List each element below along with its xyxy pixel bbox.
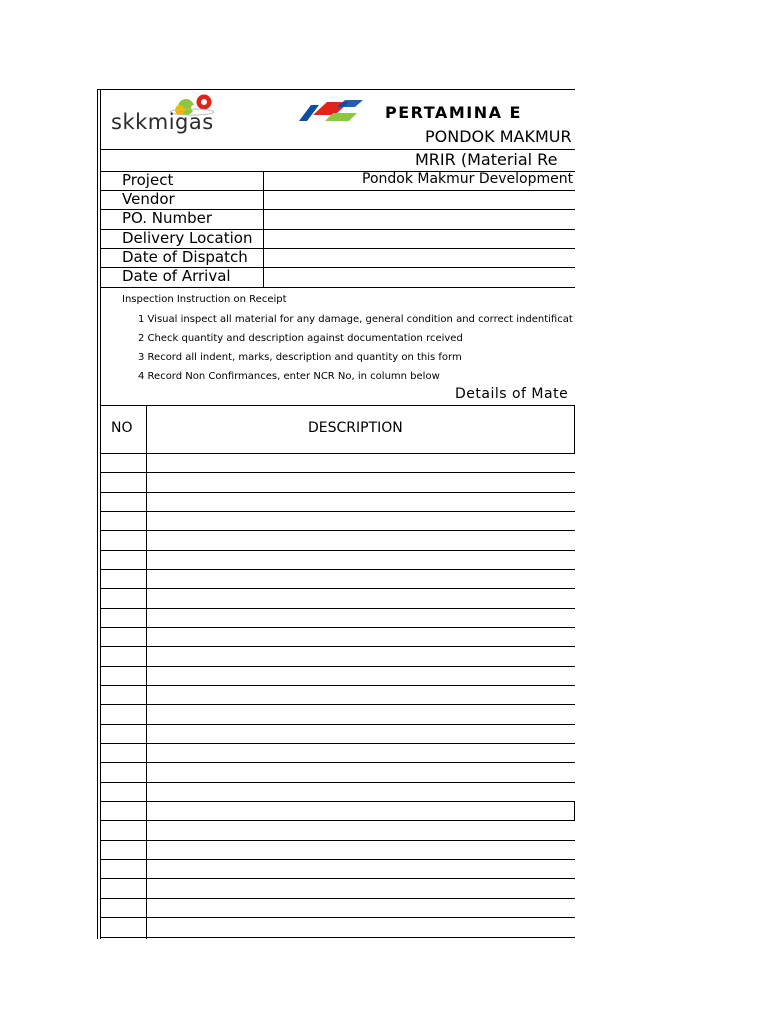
delivery-location-label: Delivery Location	[122, 229, 253, 247]
pertamina-logo-text: PERTAMINA E	[385, 103, 522, 122]
instruction-item: 4 Record Non Confirmances, enter NCR No, in column below	[138, 371, 440, 382]
table-row-rule	[100, 666, 575, 667]
table-row-rule	[100, 801, 575, 802]
table-row-rule	[100, 453, 575, 454]
pertamina-logo	[297, 97, 575, 127]
frame-left-inner-border	[100, 89, 101, 939]
skkmigas-logo-text: skkmigas	[111, 110, 214, 134]
table-row-rule	[100, 840, 575, 841]
details-heading: Details of Mate	[455, 386, 569, 402]
table-row-rule	[100, 782, 575, 783]
table-row-rule	[100, 530, 575, 531]
table-row-rule	[100, 878, 575, 879]
rule	[100, 405, 575, 406]
table-row-rule	[100, 937, 575, 938]
page-title: PONDOK MAKMUR	[425, 127, 572, 146]
frame-left-border	[97, 89, 98, 939]
table-row-rule	[100, 859, 575, 860]
project-value: Pondok Makmur Development	[362, 171, 574, 187]
pertamina-arrow-icon	[297, 99, 377, 123]
table-row-rule	[100, 762, 575, 763]
date-of-dispatch-label: Date of Dispatch	[122, 248, 248, 266]
table-row-rule	[100, 743, 575, 744]
skkmigas-logo	[111, 94, 286, 134]
table-row-rule	[100, 627, 575, 628]
table-row-rule	[100, 588, 575, 589]
frame-top-border	[97, 89, 575, 90]
table-row-rule	[100, 492, 575, 493]
table-row-rule	[100, 646, 575, 647]
table-row-rule	[100, 511, 575, 512]
table-row-rule	[100, 724, 575, 725]
rule	[574, 405, 575, 453]
vendor-label: Vendor	[122, 190, 175, 208]
table-row-rule	[100, 898, 575, 899]
instruction-item: 3 Record all indent, marks, description and quantity on this form	[138, 352, 462, 363]
table-row-rule	[100, 820, 575, 821]
table-row-rule	[100, 704, 575, 705]
table-row-rule	[100, 550, 575, 551]
rule	[263, 171, 264, 287]
rule	[574, 801, 575, 821]
table-row-rule	[100, 569, 575, 570]
table-row-rule	[100, 917, 575, 918]
po-number-label: PO. Number	[122, 209, 213, 227]
instruction-item: 2 Check quantity and description against documentation rceived	[138, 333, 463, 344]
page-subtitle: MRIR (Material Re	[415, 150, 558, 169]
table-row-rule	[100, 472, 575, 473]
column-header-no: NO	[111, 420, 133, 436]
table-row-rule	[100, 685, 575, 686]
mrir-form-sheet	[97, 89, 575, 939]
rule	[100, 149, 575, 150]
instruction-item: 1 Visual inspect all material for any damage, general condition and correct indentificat	[138, 314, 573, 325]
column-header-description: DESCRIPTION	[308, 420, 403, 436]
project-label: Project	[122, 171, 174, 189]
table-row-rule	[100, 608, 575, 609]
instructions-heading: Inspection Instruction on Receipt	[122, 294, 287, 305]
date-of-arrival-label: Date of Arrival	[122, 267, 231, 285]
rule	[100, 287, 575, 288]
